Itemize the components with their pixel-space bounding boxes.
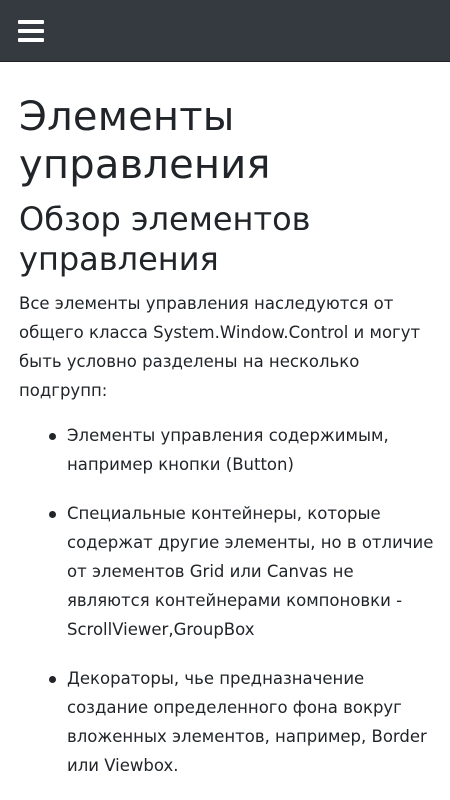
bullet-icon: [49, 433, 56, 440]
hamburger-menu-icon[interactable]: [18, 20, 44, 44]
menu-icon-bar: [18, 38, 44, 42]
list-item: [49, 499, 434, 644]
bullet-icon: [49, 676, 56, 683]
list-item-text: Элементы управления содержимым, например кнопки (Button): [67, 426, 389, 474]
list-item-text: Декораторы, чье предназначение создание определенного фона вокруг вложенных элементов, например, Border или Viewbox.: [67, 669, 427, 775]
list-item-text: Специальные контейнеры, которые содержат другие элементы, но в отличие от элементов Grid или Canvas не являются контейнерами компоновки - ScrollViewer,GroupBox: [67, 504, 434, 639]
menu-icon-bar: [18, 20, 44, 24]
list-item: [49, 421, 434, 479]
intro-paragraph: Все элементы управления наследуются от общего класса System.Window.Control и могут быть условно разделены на несколько подгрупп:: [19, 294, 421, 400]
page-title: Элементы управления: [19, 94, 271, 188]
subgroups-list: [19, 421, 434, 780]
list-item: [49, 664, 434, 780]
bullet-icon: [49, 511, 56, 518]
main-content: [19, 62, 434, 800]
menu-icon-bar: [18, 29, 44, 33]
section-title: Обзор элементов управления: [19, 200, 311, 278]
top-navbar: [0, 0, 450, 62]
